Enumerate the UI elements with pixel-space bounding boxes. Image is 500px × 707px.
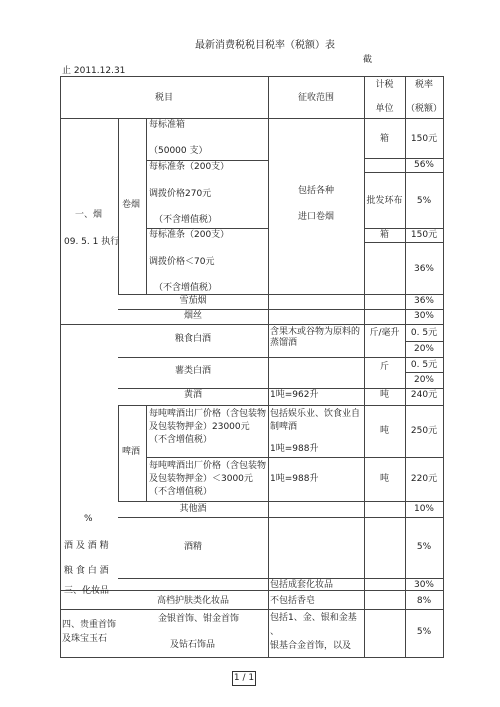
stripB-rate: 36%	[413, 264, 434, 274]
potato-liquor-rate-1: 0. 5元	[410, 360, 438, 370]
header-tax-item: 税目	[154, 93, 173, 103]
beerB-rate: 220元	[410, 474, 438, 484]
stripB-line3: （不含增值税）	[154, 283, 218, 293]
cosmetics-rate: 30%	[413, 580, 434, 590]
skincare-rate: 8%	[416, 596, 432, 606]
jewelry-title-1: 四、贵重首饰	[62, 620, 117, 630]
jewelry-rate: 5%	[416, 627, 432, 637]
beerA-rate: 250元	[410, 426, 438, 436]
box-unit: 箱	[379, 134, 389, 144]
header-rate: 税率	[414, 80, 433, 90]
cosmetics-scope: 包括成套化妆品	[270, 580, 334, 590]
jewelry-item-1: 金银首饰、钳金首饰	[158, 614, 240, 624]
alcohol-label: 酒精	[183, 542, 202, 552]
yellow-wine-unit: 吨	[379, 390, 389, 400]
tobacco-effective: 09. 5. 1 执行	[64, 237, 120, 247]
beerB-unit: 吨	[379, 474, 389, 484]
stripB-box-rate: 150元	[410, 230, 438, 240]
skincare-label: 高档护肤类化妆品	[156, 596, 229, 606]
stripA-line3: （不含增值税）	[154, 215, 218, 225]
wholesale-rate: 5%	[416, 196, 432, 206]
beerA-scope-2: 1吨=988升	[270, 444, 319, 454]
grain-liquor-scope: 含果木或谷物为原料的蒸馏酒	[270, 327, 361, 348]
wholesale-unit: 批发环布	[366, 196, 403, 206]
jewelry-item-2: 及钻石饰品	[170, 640, 216, 650]
cigar-rate: 36%	[413, 296, 434, 306]
beer-label: 啤酒	[122, 447, 141, 457]
cigarette-scope-2: 进口卷烟	[297, 212, 334, 222]
cut-tobacco-label: 烟丝	[183, 311, 202, 321]
potato-liquor-rate-2: 20%	[413, 375, 434, 385]
stripA-line2: 调拨价格270元	[149, 189, 212, 199]
liquor-side-sub: 粮 食 白 酒	[64, 566, 109, 576]
standard-box: 每标准箱	[149, 120, 186, 130]
box-rate: 150元	[410, 134, 438, 144]
header-unit-2: 单位	[375, 104, 394, 114]
jewelry-scope-2: 、	[270, 627, 280, 637]
yellow-wine-scope: 1吨=962升	[270, 390, 319, 400]
other-liquor: 其他酒	[179, 504, 207, 514]
cigar-label: 雪茄烟	[179, 296, 207, 306]
stripB-unit: 箱	[379, 230, 389, 240]
yellow-wine-rate: 240元	[410, 390, 438, 400]
beerA-desc: 每吨啤酒出厂价格（含包装物及包装物押金）23000元（不含增值税）	[149, 409, 267, 445]
cosmetics-title: 三、化妆品	[64, 586, 110, 596]
yellow-wine: 黄酒	[183, 390, 202, 400]
grain-liquor-rate-1: 0. 5元	[410, 328, 438, 338]
beerB-desc: 每吨啤酒出厂价格（含包装物及包装物押金）＜3000元（不含增值税）	[149, 461, 267, 497]
liquor-side-mark: %	[84, 514, 93, 524]
jewelry-scope-1: 包括1、金、银和金基	[270, 613, 357, 623]
jewelry-title-2: 及珠宝玉石	[62, 634, 108, 644]
standard-box-count: （50000 支）	[149, 146, 208, 156]
beerA-unit: 吨	[379, 426, 389, 436]
cigarette-label: 卷烟	[122, 200, 141, 210]
grain-liquor-rate-2: 20%	[413, 344, 434, 354]
document-date-line: 止 2011.12.31	[62, 66, 126, 76]
header-unit: 计税	[375, 80, 394, 90]
beerB-scope: 1吨=988升	[270, 474, 319, 484]
header-rate-2: （税额）	[405, 104, 442, 114]
grain-liquor: 粮食白酒	[174, 334, 211, 344]
potato-liquor-unit: 斤	[379, 362, 389, 372]
page-number: 1 / 1	[232, 671, 256, 686]
skincare-scope: 不包括香皂	[270, 596, 316, 606]
liquor-side-title: 酒 及 酒 精	[64, 541, 109, 551]
stripB-line2: 调拨价格＜70元	[149, 257, 215, 267]
document-date-suffix: 截	[363, 55, 373, 65]
potato-liquor: 薯类白酒	[174, 366, 211, 376]
header-scope: 征收范围	[297, 93, 334, 103]
beerA-scope-1: 包括娱乐业、饮食业自制啤酒	[270, 409, 361, 432]
stripB-line1: 每标准条（200支）	[149, 230, 230, 240]
stripA-line1: 每标准条（200支）	[149, 162, 230, 172]
stripA-rate: 56%	[413, 160, 434, 170]
other-liquor-rate: 10%	[413, 504, 434, 514]
tobacco-title: 一、烟	[75, 210, 103, 220]
jewelry-scope-3: 银基合金首饰，以及	[270, 641, 352, 651]
cigarette-scope-1: 包括各种	[297, 186, 334, 196]
cut-tobacco-rate: 30%	[413, 311, 434, 321]
grain-liquor-unit: 斤/毫升	[369, 328, 400, 338]
document-title: 最新消费税税目税率（税额）表	[195, 40, 335, 51]
alcohol-rate: 5%	[416, 542, 432, 552]
